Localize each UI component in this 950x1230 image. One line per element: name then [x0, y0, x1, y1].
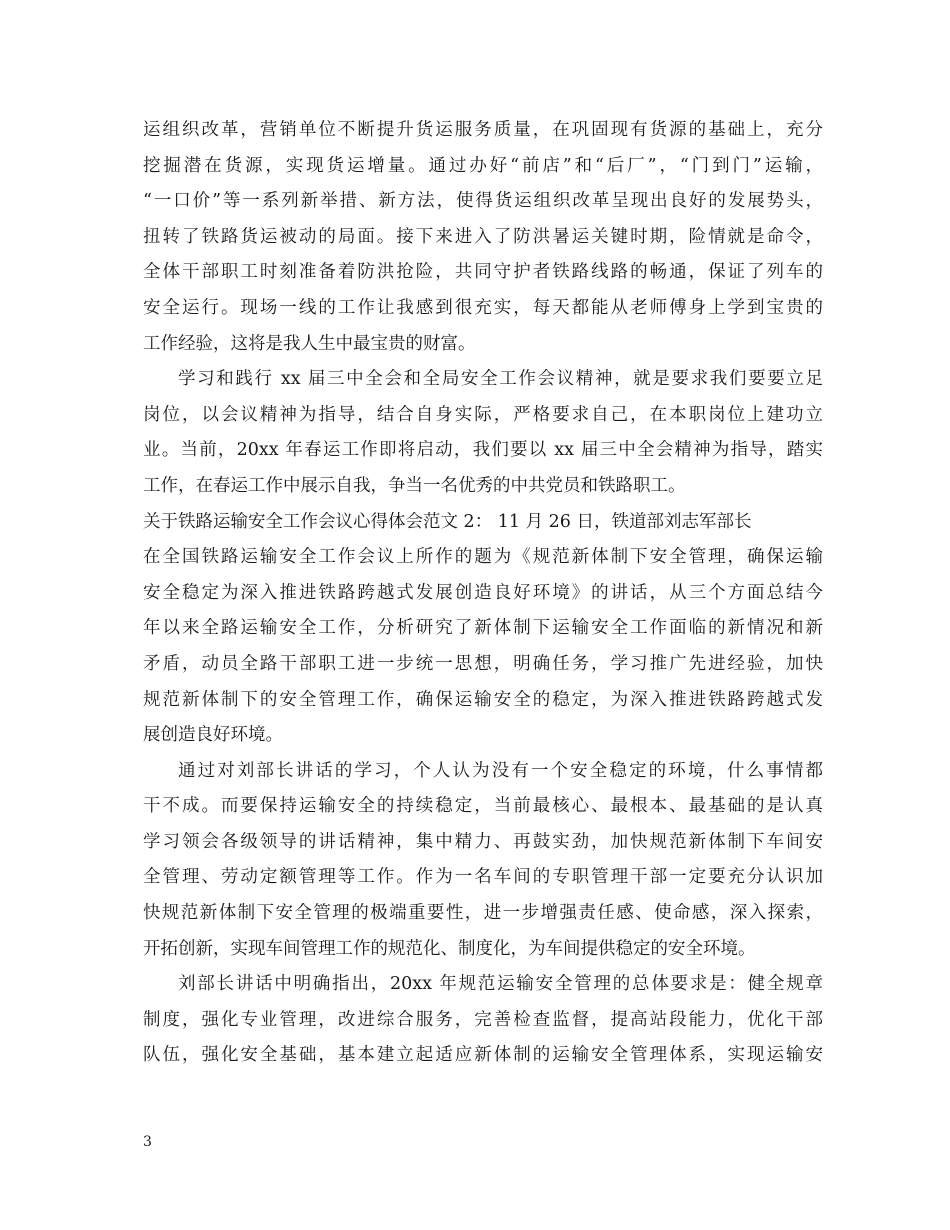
text-line: 展创造良好环境。: [143, 725, 283, 746]
text-line: 快规范新体制下安全管理的极端重要性，进一步增强责任感、使命感，深入探索，: [143, 903, 823, 924]
text-line: 在全国铁路运输安全工作会议上所作的题为《规范新体制下安全管理，确保运输: [143, 547, 823, 568]
text-line: 规范新体制下的安全管理工作，确保运输安全的稳定，为深入推进铁路跨越式发: [143, 689, 823, 710]
text-line: 开拓创新，实现车间管理工作的规范化、制度化，为车间提供稳定的安全环境。: [143, 938, 756, 959]
text-line: 关于铁路运输安全工作会议心得体会范文 2： 11 月 26 日，铁道部刘志军部长: [143, 511, 752, 532]
text-line: 矛盾，动员全路干部职工进一步统一思想，明确任务，学习推广先进经验，加快: [143, 653, 823, 674]
text-line: “一口价”等一系列新举措、新方法，使得货运组织改革呈现出良好的发展势头，: [143, 191, 823, 212]
text-line: 安全运行。现场一线的工作让我感到很充实，每天都能从老师傅身上学到宝贵的: [143, 297, 823, 318]
text-line: 工作，在春运工作中展示自我，争当一名优秀的中共党员和铁路职工。: [143, 475, 686, 496]
text-line: 运组织改革，营销单位不断提升货运服务质量，在巩固现有货源的基础上，充分: [143, 120, 823, 140]
text-line: 全体干部职工时刻准备着防洪抢险，共同守护者铁路线路的畅通，保证了列车的: [143, 262, 823, 283]
body-text: [143, 113, 823, 1074]
text-line: 全管理、劳动定额管理等工作。作为一名车间的专职管理干部一定要充分认识加: [143, 867, 823, 888]
text-line: 队伍，强化安全基础，基本建立起适应新体制的运输安全管理体系，实现运输安: [143, 1045, 823, 1066]
text-line: 安全稳定为深入推进铁路跨越式发展创造良好环境》的讲话，从三个方面总结今: [143, 582, 823, 603]
text-line: 岗位，以会议精神为指导，结合自身实际，严格要求自己，在本职岗位上建功立: [143, 404, 823, 425]
page-number: 3: [143, 1134, 152, 1150]
text-line: 刘部长讲话中明确指出，20xx 年规范运输安全管理的总体要求是：健全规章: [178, 974, 823, 995]
text-line: 业。当前，20xx 年春运工作即将启动，我们要以 xx 届三中全会精神为指导，踏实: [143, 440, 823, 461]
text-line: 学习和践行 xx 届三中全会和全局安全工作会议精神，就是要求我们要要立足: [178, 369, 823, 390]
text-line: 工作经验，这将是我人生中最宝贵的财富。: [143, 333, 476, 354]
text-line: 年以来全路运输安全工作，分析研究了新体制下运输安全工作面临的新情况和新: [143, 618, 823, 639]
text-line: 学习领会各级领导的讲话精神，集中精力、再鼓实劲，加快规范新体制下车间安: [143, 831, 823, 852]
text-line: 制度，强化专业管理，改进综合服务，完善检查监督，提高站段能力，优化干部: [143, 1009, 823, 1030]
text-line: 通过对刘部长讲话的学习，个人认为没有一个安全稳定的环境，什么事情都: [178, 760, 823, 781]
text-line: 挖掘潜在货源，实现货运增量。通过办好“前店”和“后厂”，“门到门”运输，: [143, 155, 823, 176]
text-line: 干不成。而要保持运输安全的持续稳定，当前最核心、最根本、最基础的是认真: [143, 796, 823, 817]
text-line: 扭转了铁路货运被动的局面。接下来进入了防洪暑运关键时期，险情就是命令，: [143, 226, 823, 247]
